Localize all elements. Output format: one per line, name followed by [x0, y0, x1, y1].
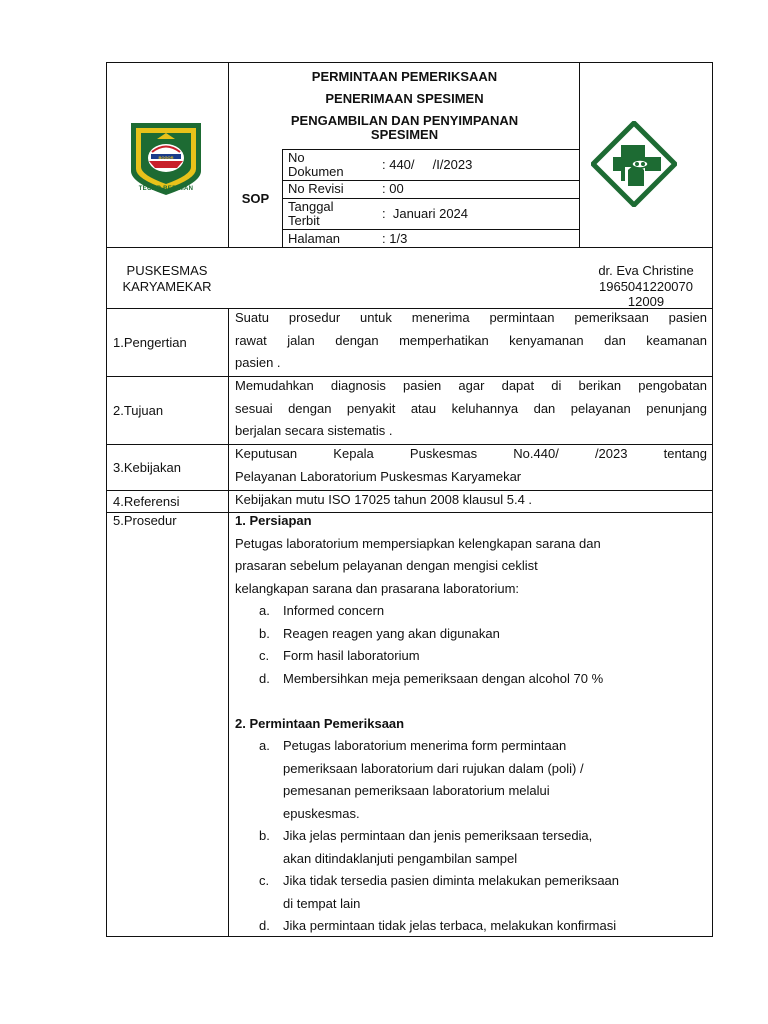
kebijakan-line-1: Keputusan Kepala Puskesmas No.440/ /2023 tentang [235, 446, 707, 461]
pengertian-line-3: pasien . [235, 355, 281, 370]
section-body-pengertian [235, 307, 707, 375]
list-item [235, 600, 707, 623]
signer-id-line-2: 12009 [627, 294, 665, 309]
list-text-line: pemeriksaan laboratorium dari rujukan dalam (poli) / [283, 760, 584, 776]
org-name-line-1: PUSKESMAS [126, 263, 208, 278]
col-line-header-right [579, 62, 580, 248]
list-marker: a. [259, 603, 270, 618]
list-text: Reagen reagen yang akan digunakan [283, 625, 500, 641]
list-text-line: Petugas laboratorium menerima form permintaan [283, 738, 567, 753]
list-item [235, 870, 707, 915]
list-marker: a. [259, 738, 270, 753]
regency-logo-motto: TEGAR BERIMAN [138, 186, 194, 192]
meta-tanggal-label-2: Terbit [288, 213, 320, 228]
signer-name: dr. Eva Christine [598, 263, 694, 278]
doc-title-line-1: PERMINTAAN PEMERIKSAAN [311, 69, 498, 84]
list-item [235, 735, 707, 825]
list-marker: c. [259, 873, 270, 888]
list-item [235, 825, 707, 870]
spacer [235, 690, 707, 713]
section-body-prosedur [235, 510, 707, 938]
doc-title-line-3: PENGAMBILAN DAN PENYIMPANAN [290, 113, 519, 128]
section-label-kebijakan: 3.Kebijakan [113, 460, 181, 475]
list-text-line: epuskesmas. [283, 805, 360, 821]
section-label-prosedur: 5.Prosedur [113, 513, 177, 528]
meta-tanggal-label-1: Tanggal [288, 199, 334, 214]
step1-intro-3: kelangkapan sarana dan prasarana laboratorium: [235, 580, 520, 596]
col-line-sop [282, 149, 283, 248]
sop-label: SOP [241, 191, 270, 206]
org-name-line-2: KARYAMEKAR [122, 278, 212, 294]
doc-title-line-2: PENERIMAAN SPESIMEN [325, 91, 484, 106]
table-border-top [106, 62, 713, 63]
list-marker: d. [259, 670, 270, 686]
org-name [106, 263, 228, 294]
puskesmas-logo [591, 121, 677, 212]
table-border-left [106, 62, 107, 937]
list-text-line: Jika tidak tersedia pasien diminta melakukan pemeriksaan [283, 873, 620, 888]
meta-line-1 [282, 149, 580, 150]
signer-id-line-1: 1965041220070 [599, 278, 693, 294]
list-marker: b. [259, 625, 270, 641]
list-text-line: Jika jelas permintaan dan jenis pemeriksaan tersedia, [283, 828, 593, 843]
list-text-line: akan ditindaklanjuti pengambilan sampel [283, 850, 518, 866]
list-text: Form hasil laboratorium [283, 648, 420, 663]
step1-intro-2: prasaran sebelum pelayanan dengan mengisi ceklist [235, 558, 538, 573]
section-body-tujuan [235, 375, 707, 443]
meta-tanggal-value: : Januari 2024 [382, 206, 469, 221]
kebijakan-line-2: Pelayanan Laboratorium Puskesmas Karyamekar [235, 468, 522, 484]
meta-no-dokumen-label-2: Dokumen [288, 164, 344, 179]
tujuan-line-3: berjalan secara sistematis . [235, 423, 393, 438]
section-body-referensi: Kebijakan mutu ISO 17025 tahun 2008 klausul 5.4 . [235, 492, 533, 507]
list-marker: d. [259, 918, 270, 933]
table-border-right [712, 62, 713, 937]
step1-intro-1: Petugas laboratorium mempersiapkan kelengkapan sarana dan [235, 535, 601, 551]
meta-no-dokumen-value: : 440/ /I/2023 [382, 157, 473, 172]
header-bottom-line [106, 247, 713, 248]
list-text-line: Jika permintaan tidak jelas terbaca, melakukan konfirmasi [283, 918, 617, 933]
section-body-kebijakan [235, 443, 707, 488]
doc-title-line-4: SPESIMEN [370, 127, 439, 142]
meta-halaman-label: Halaman [288, 231, 341, 246]
section-label-pengertian: 1.Pengertian [113, 335, 187, 350]
col-line-body-left [228, 308, 229, 937]
section-label-tujuan: 2.Tujuan [113, 403, 164, 418]
list-text: Membersihkan meja pemeriksaan dengan alcohol 70 % [283, 670, 604, 686]
list-text: Informed concern [283, 603, 385, 618]
pengertian-line-2: rawat jalan dengan memperhatikan kenyamanan dan keamanan [235, 332, 707, 348]
meta-no-revisi-label: No Revisi [288, 181, 344, 196]
meta-halaman-value: : 1/3 [382, 231, 408, 246]
tujuan-line-1: Memudahkan diagnosis pasien agar dapat di berikan pengobatan [235, 378, 707, 393]
list-text-line: pemesanan pemeriksaan laboratorium melalui [283, 783, 550, 798]
list-item [235, 645, 707, 668]
regency-logo-banner: BOGOR [158, 155, 174, 160]
list-marker: b. [259, 828, 270, 843]
col-line-header-left [228, 62, 229, 248]
step2-heading: 2. Permintaan Pemeriksaan [235, 715, 405, 731]
pengertian-line-1: Suatu prosedur untuk menerima permintaan pemeriksaan pasien [235, 310, 707, 325]
tujuan-line-2: sesuai dengan penyakit atau keluhannya dan pelayanan penunjang [235, 400, 707, 416]
list-item [235, 623, 707, 646]
step1-heading: 1. Persiapan [235, 513, 312, 528]
list-marker: c. [259, 648, 270, 663]
list-item [235, 915, 707, 938]
meta-no-revisi-value: : 00 [382, 181, 404, 196]
meta-line-4 [282, 229, 580, 230]
list-text-line: di tempat lain [283, 895, 361, 911]
list-item [235, 668, 707, 691]
section-label-referensi: 4.Referensi [113, 494, 180, 509]
puskesmas-cross-icon [591, 121, 677, 207]
signer-block [580, 263, 712, 310]
meta-no-dokumen-label-1: No [288, 150, 305, 165]
